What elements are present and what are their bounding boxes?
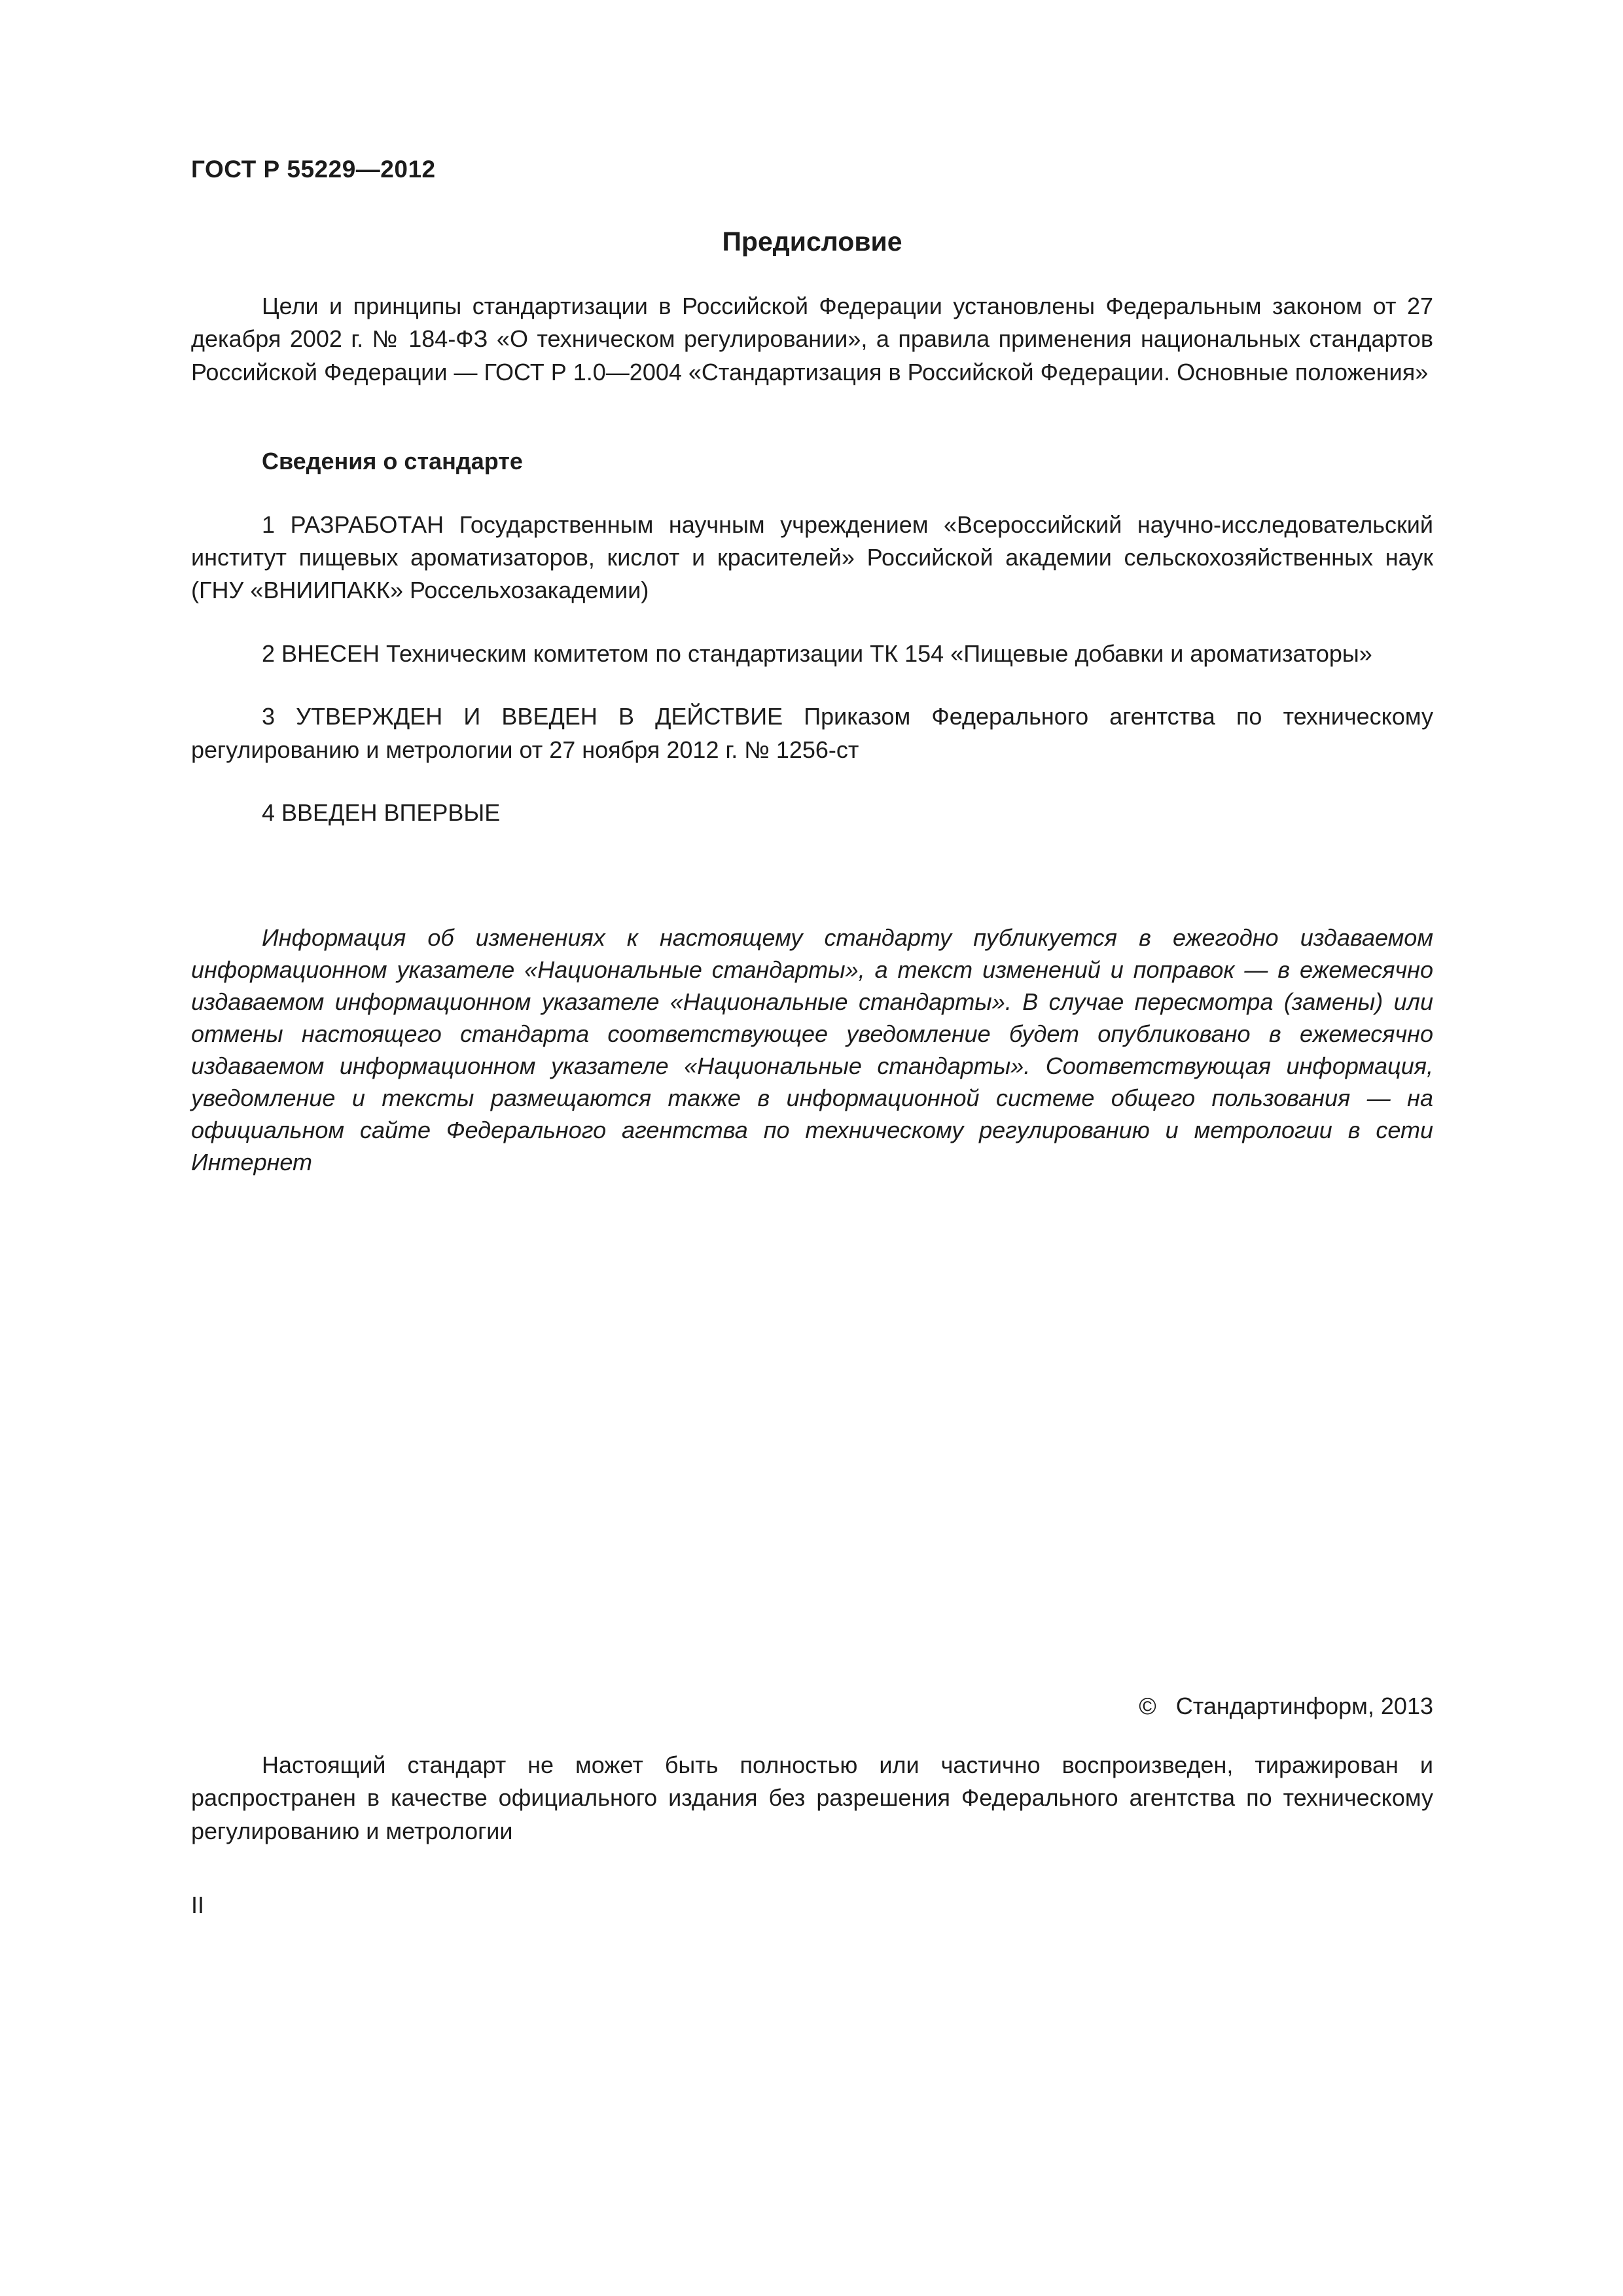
restriction-block	[191, 1749, 1433, 1848]
page-title: Предисловие	[722, 226, 902, 257]
copyright-symbol: ©	[1139, 1693, 1156, 1719]
section-heading: Сведения о стандарте	[262, 448, 523, 475]
restriction-paragraph: Настоящий стандарт не может быть полностью или частично воспроизведен, тиражирован и распространен в качестве официального издания без разрешения Федерального агентства по техническому регулированию и метрологии	[191, 1751, 1433, 1844]
standard-item-1: 1 РАЗРАБОТАН Государственным научным учреждением «Всероссийский научно-исследовательский институт пищевых ароматизаторов, кислот и красителей» Российской академии сельскохозяйственных наук (ГНУ «ВНИИПАКК» Россельхозакадемии)	[191, 511, 1433, 604]
document-code: ГОСТ Р 55229—2012	[191, 156, 436, 183]
amendments-notice: Информация об изменениях к настоящему стандарту публикуется в ежегодно издаваемом информационном указателе «Национальные стандарты», а текст изменений и поправок — в ежемесячно издаваемом информационном указателе «Национальные стандарты». В случае пересмотра (замены) или отмены настоящего стандарта соответствующее уведомление будет опубликовано в ежемесячно издаваемом информационном указателе «Национальные стандарты». Соответствующая информация, уведомление и тексты размещаются также в информационной системе общего пользования — на официальном сайте Федерального агентства по техническому регулированию и метрологии в сети Интернет	[191, 924, 1433, 1175]
copyright-line	[191, 1693, 1433, 1720]
page-content	[191, 156, 1433, 1179]
standard-item-4: 4 ВВЕДЕН ВПЕРВЫЕ	[262, 798, 501, 826]
copyright-text: Стандартинформ, 2013	[1175, 1693, 1433, 1719]
intro-paragraph: Цели и принципы стандартизации в Российской Федерации установлены Федеральным законом от 27 декабря 2002 г. № 184-ФЗ «О техническом регулировании», а правила применения национальных стандартов Российской Федерации — ГОСТ Р 1.0—2004 «Стандартизация в Российской Федерации. Основные положения»	[191, 293, 1433, 386]
standard-item-2: 2 ВНЕСЕН Техническим комитетом по стандартизации ТК 154 «Пищевые добавки и ароматизаторы»	[262, 639, 1372, 667]
standard-item-3: 3 УТВЕРЖДЕН И ВВЕДЕН В ДЕЙСТВИЕ Приказом Федерального агентства по техническому регулированию и метрологии от 27 ноября 2012 г. № 1256-ст	[191, 703, 1433, 763]
page-number: II	[191, 1892, 205, 1918]
